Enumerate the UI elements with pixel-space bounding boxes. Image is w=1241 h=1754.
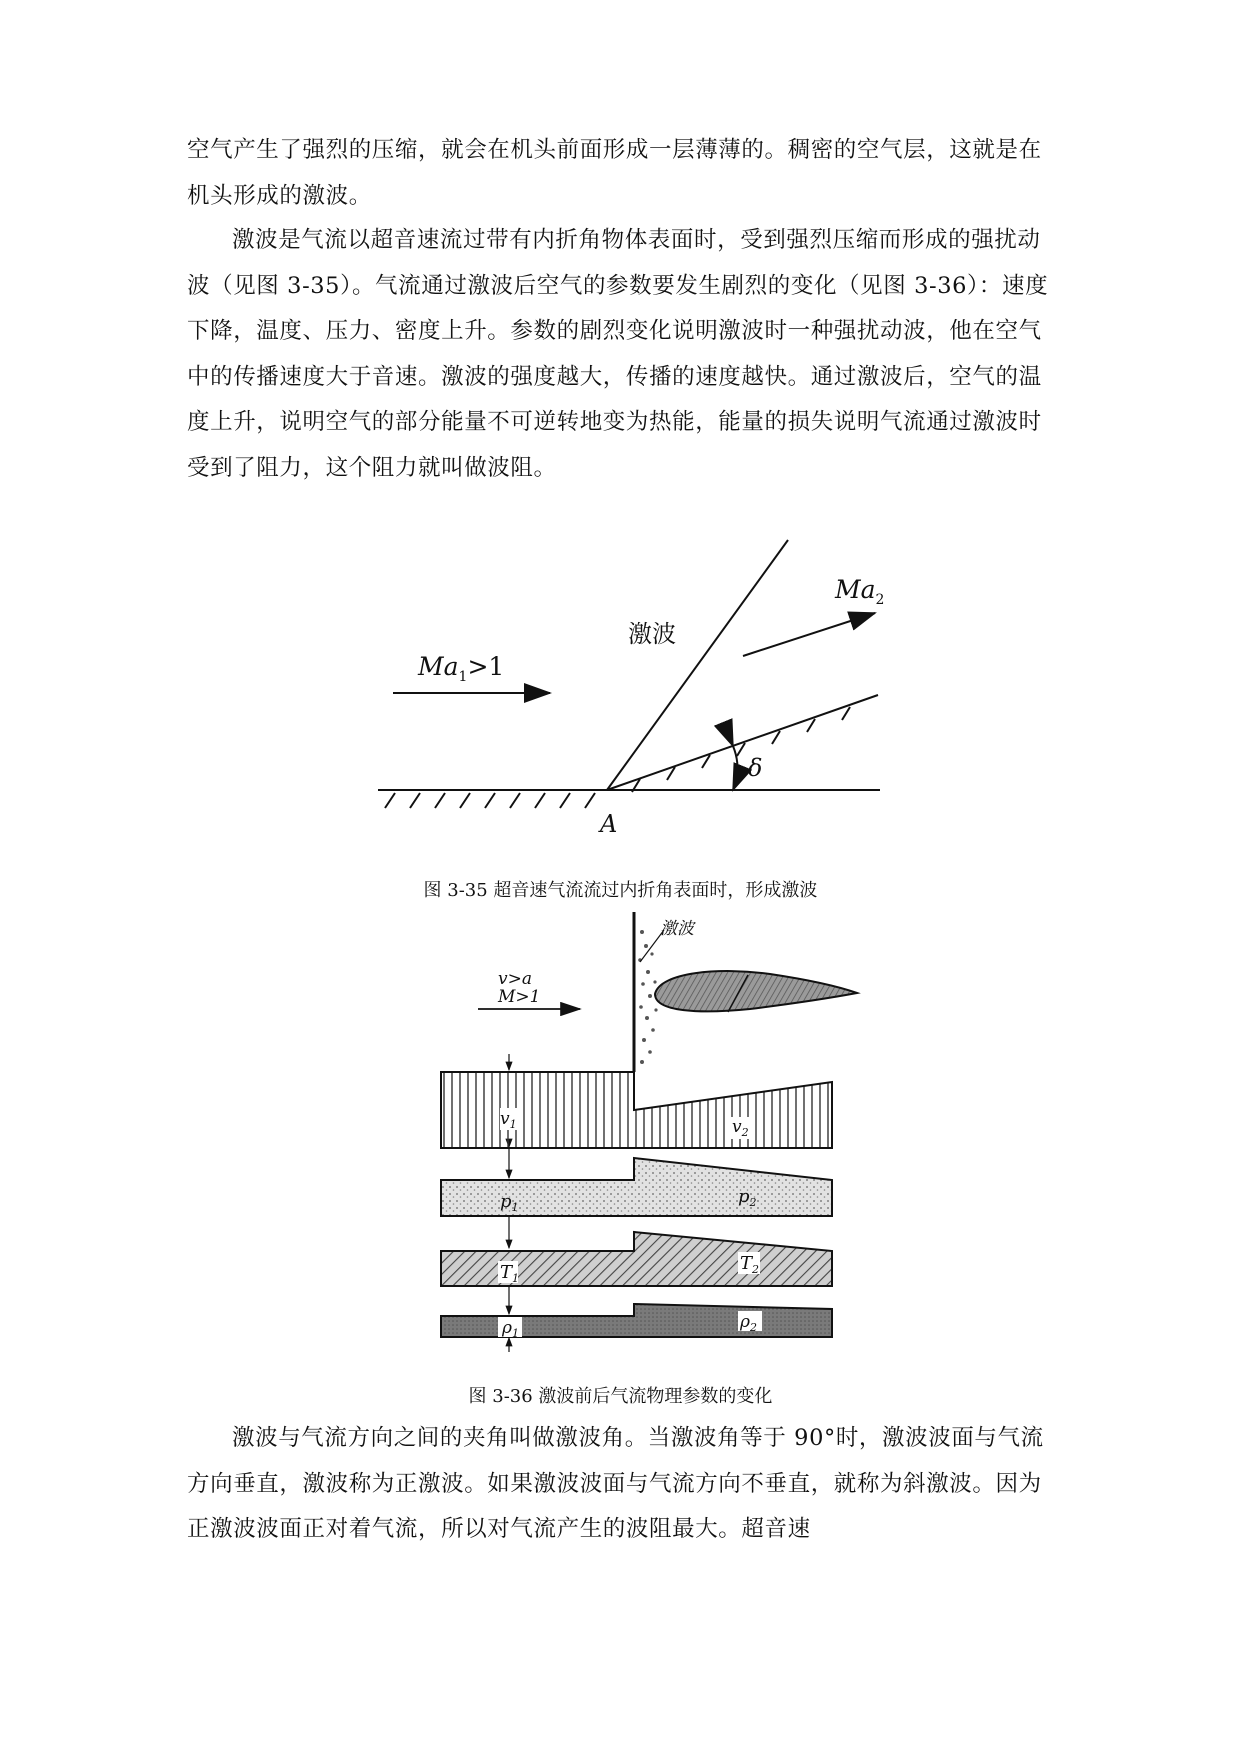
ma1-condition: >1 [467, 652, 505, 681]
velocity-condition: v>a [498, 969, 532, 989]
paragraph-3: 激波与气流方向之间的夹角叫做激波角。当激波角等于 90°时，激波波面与气流方向垂直，激波称为正激波。如果激波波面与气流方向不垂直，就称为斜激波。因为正激波波面正对着气流，所以对气流产生的波阻最大。超音速 [187, 1425, 1044, 1542]
svg-text:Ma2 [834, 575, 884, 608]
p1-sub: 1 [511, 1201, 519, 1214]
figure-3-36 [0, 912, 1241, 1352]
delta-arc [733, 746, 738, 790]
ramp-line [607, 695, 878, 790]
delta-label: δ [748, 754, 763, 782]
figure-3-35-caption: 图 3-35 超音速气流流过内折角表面时，形成激波 [423, 880, 818, 901]
rho1-sub: 1 [512, 1327, 519, 1340]
figure-3-35 [0, 490, 1241, 860]
outgoing-flow-arrow [743, 613, 875, 656]
airfoil [655, 971, 857, 1011]
t1-sub: 1 [512, 1272, 520, 1285]
fig2-shock-label: 激波 [660, 919, 694, 939]
ramp-hatch [632, 707, 850, 792]
v1-sub: 1 [509, 1118, 517, 1131]
svg-text:Ma1>1 [417, 652, 504, 685]
rho2-sub: 2 [750, 1321, 757, 1334]
wall-hatch [385, 793, 595, 808]
ma2-sub: 2 [875, 592, 885, 608]
paragraph-1: 空气产生了强烈的压缩，就会在机头前面形成一层薄薄的。稠密的空气层，这就是在机头形成的激波。 [187, 137, 1042, 209]
rho1-label: ρ [502, 1318, 512, 1338]
paragraph-2: 激波是气流以超音速流过带有内折角物体表面时，受到强烈压缩而形成的强扰动波（见图 3-35）。气流通过激波后空气的参数要发生剧烈的变化（见图 3-36）：速度下降，温度、压力、密度上升。参数的剧烈变化说明激波时一种强扰动波，他在空气中的传播速度大于音速。激波的强度越大，传播的速度越快。通过激波后，空气的温度上升，说明空气的部分能量不可逆转地变为热能，能量的损失说明气流通过激波时受到了阻力，这个阻力就叫做波阻。 [187, 227, 1049, 481]
p2-sub: 2 [749, 1196, 757, 1209]
point-a-label: A [600, 810, 618, 838]
ma1-sub: 1 [458, 669, 468, 685]
t1-label: T [500, 1262, 513, 1283]
t2-sub: 2 [752, 1263, 760, 1276]
mach-condition: M>1 [498, 987, 541, 1007]
figure-3-36-caption: 图 3-36 激波前后气流物理参数的变化 [468, 1386, 773, 1407]
v2-sub: 2 [741, 1126, 749, 1139]
p2-label: p [738, 1186, 750, 1207]
v2-label: v [732, 1117, 742, 1137]
v1-label: v [500, 1109, 510, 1129]
shock-label: 激波 [628, 620, 676, 648]
p1-label: p [500, 1191, 512, 1212]
t2-label: T [740, 1253, 753, 1274]
ma2-label: Ma [835, 575, 876, 604]
shock-line [607, 540, 788, 790]
rho2-label: ρ [740, 1312, 750, 1332]
ma1-label: Ma [418, 652, 459, 681]
